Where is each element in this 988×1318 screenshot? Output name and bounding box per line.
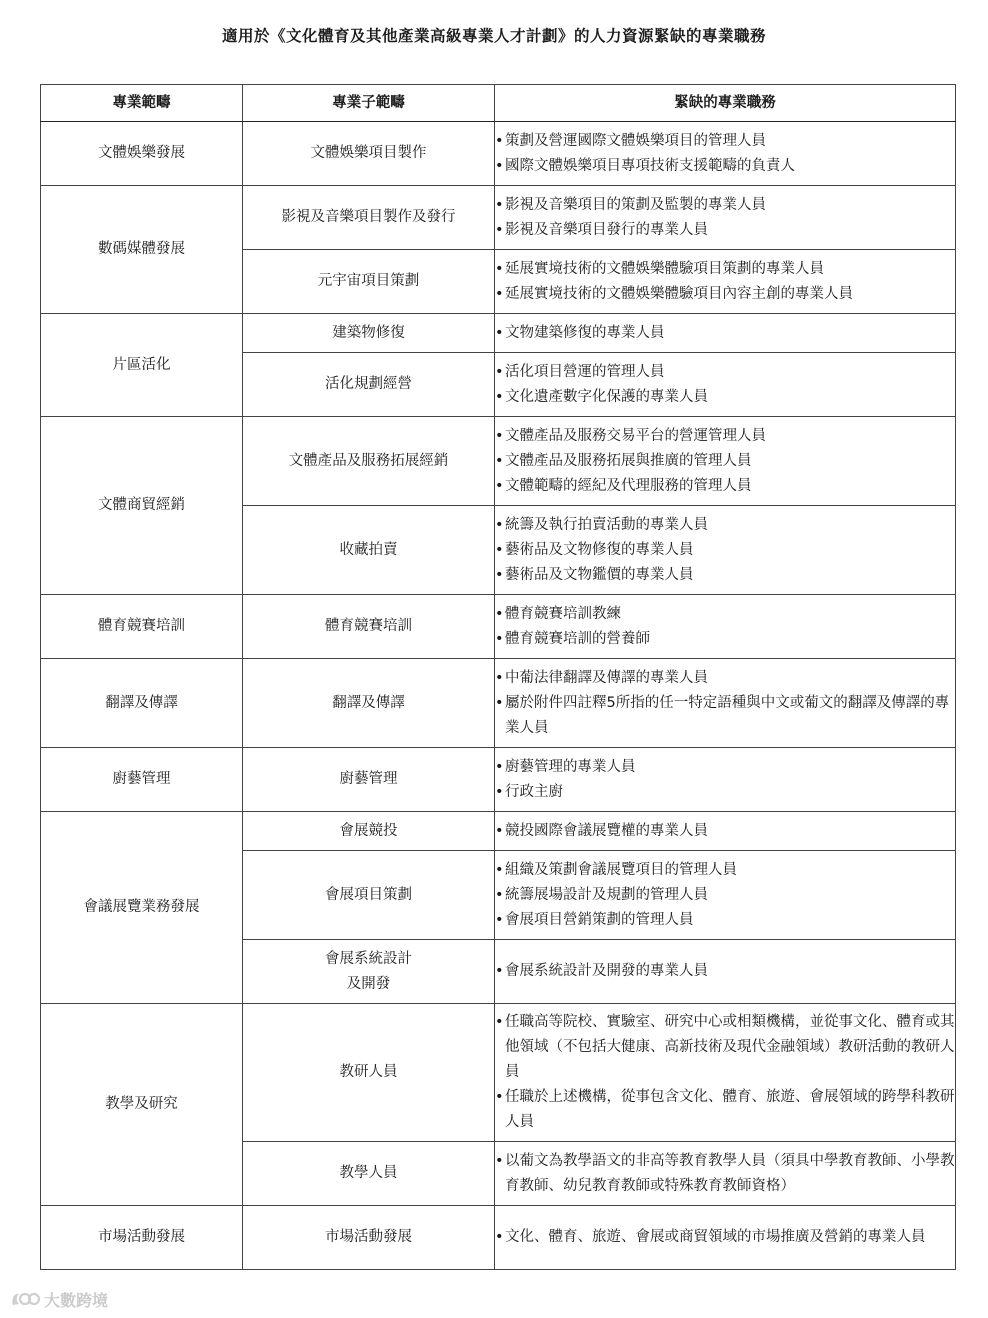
duty-item: [495, 959, 955, 984]
table-header-row: [41, 85, 956, 122]
duty-item: [495, 627, 955, 652]
category-cell: 文體娛樂發展: [41, 122, 243, 186]
category-cell: 數碼媒體發展: [41, 186, 243, 314]
table-row: [41, 1004, 956, 1142]
bullet-icon: •: [495, 452, 504, 469]
bullet-icon: •: [495, 694, 504, 711]
duties-cell: [495, 940, 956, 1004]
subcategory-cell: 教研人員: [243, 1004, 495, 1142]
duties-cell: [495, 417, 956, 506]
bullet-icon: •: [495, 1014, 504, 1030]
bullet-icon: •: [495, 541, 504, 558]
subcategory-cell: 建築物修復: [243, 314, 495, 353]
duty-text: 文體產品及服務交易平台的營運管理人員: [505, 427, 766, 444]
duty-text: 活化項目營運的管理人員: [505, 363, 665, 380]
header-category: 專業範疇: [41, 85, 243, 122]
bullet-icon: •: [495, 132, 504, 149]
bullet-icon: •: [495, 1229, 504, 1245]
category-cell: 體育競賽培訓: [41, 595, 243, 659]
bullet-icon: •: [495, 886, 504, 903]
duty-text: 藝術品及文物鑑價的專業人員: [505, 566, 694, 583]
duty-item: [495, 282, 955, 307]
bullet-icon: •: [495, 285, 504, 302]
duty-text: 體育競賽培訓教練: [505, 605, 621, 622]
duties-cell: [495, 659, 956, 748]
table-row: [41, 748, 956, 812]
table-row: [41, 122, 956, 186]
subcategory-cell: 教學人員: [243, 1142, 495, 1206]
duties-cell: [495, 851, 956, 940]
subcategory-cell: 文體娛樂項目製作: [243, 122, 495, 186]
duty-item: [495, 1225, 955, 1250]
duty-item: [495, 819, 955, 844]
duty-text: 文體產品及服務拓展與推廣的管理人員: [505, 452, 752, 469]
duty-text: 以葡文為教學語文的非高等教育教學人員（須具中學教育教師、小學教育教師、幼兒教育教師或特殊教育教師資格）: [505, 1152, 955, 1194]
duty-item: [495, 602, 955, 627]
duty-text: 競投國際會議展覽權的專業人員: [505, 822, 708, 839]
category-cell: 廚藝管理: [41, 748, 243, 812]
duties-cell: [495, 314, 956, 353]
duty-item: [495, 193, 955, 218]
duties-cell: [495, 1206, 956, 1270]
duty-text: 策劃及營運國際文體娛樂項目的管理人員: [505, 132, 766, 149]
duty-text: 影視及音樂項目的策劃及監製的專業人員: [505, 196, 766, 213]
bullet-icon: •: [495, 605, 504, 622]
duty-text: 廚藝管理的專業人員: [505, 758, 636, 775]
duty-item: [495, 755, 955, 780]
duty-item: [495, 257, 955, 282]
duties-cell: [495, 353, 956, 417]
duty-text: 文物建築修復的專業人員: [505, 324, 665, 341]
bullet-icon: •: [495, 669, 504, 686]
bullet-icon: •: [495, 477, 504, 494]
subcategory-cell: 廚藝管理: [243, 748, 495, 812]
duty-item: [495, 1010, 955, 1085]
bullet-icon: •: [495, 911, 504, 928]
duty-text: 藝術品及文物修復的專業人員: [505, 541, 694, 558]
table-row: [41, 417, 956, 506]
duty-text: 任職高等院校、實驗室、研究中心或相類機構，並從事文化、體育或其他領域（不包括大健康、高新技術及現代金融領域）教研活動的教研人員: [505, 1014, 955, 1080]
subcategory-cell: 會展系統設計 及開發: [243, 940, 495, 1004]
professions-table: [40, 84, 956, 1270]
duty-item: [495, 385, 955, 410]
duty-text: 文化遺產數字化保護的專業人員: [505, 388, 708, 405]
subcategory-cell: 活化規劃經營: [243, 353, 495, 417]
duty-text: 體育競賽培訓的營養師: [505, 630, 650, 647]
category-cell: 教學及研究: [41, 1004, 243, 1206]
duty-item: [495, 908, 955, 933]
duty-item: [495, 513, 955, 538]
duty-item: [495, 129, 955, 154]
duty-text: 任職於上述機構，從事包含文化、體育、旅遊、會展領域的跨學科教研人員: [505, 1089, 955, 1130]
header-duties: 緊缺的專業職務: [495, 85, 956, 122]
watermark-text: 大數跨境: [44, 1290, 109, 1310]
bullet-icon: •: [495, 861, 504, 878]
duty-item: [495, 780, 955, 805]
bullet-icon: •: [495, 1089, 504, 1105]
subcategory-cell: 市場活動發展: [243, 1206, 495, 1270]
duty-item: [495, 360, 955, 385]
duties-cell: [495, 1004, 956, 1142]
table-row: [41, 314, 956, 353]
header-subcategory: 專業子範疇: [243, 85, 495, 122]
duty-text: 文化、體育、旅遊、會展或商貿領域的市場推廣及營銷的專業人員: [505, 1229, 926, 1245]
bullet-icon: •: [495, 157, 504, 174]
duty-text: 統籌及執行拍賣活動的專業人員: [505, 516, 708, 533]
page-title: 適用於《文化體育及其他產業高級專業人才計劃》的人力資源緊缺的專業職務: [221, 27, 766, 45]
duty-text: 延展實境技術的文體娛樂體驗項目內容主創的專業人員: [505, 285, 853, 302]
duty-item: [495, 691, 955, 741]
bullet-icon: •: [495, 1152, 504, 1169]
duty-text: 屬於附件四註釋5所指的任一特定語種與中文或葡文的翻譯及傳譯的專業人員: [505, 694, 950, 736]
bullet-icon: •: [495, 566, 504, 583]
table-row: [41, 595, 956, 659]
bullet-icon: •: [495, 822, 504, 839]
duties-cell: [495, 1142, 956, 1206]
bullet-icon: •: [495, 516, 504, 533]
duty-item: [495, 1085, 955, 1135]
duty-text: 會展系統設計及開發的專業人員: [505, 963, 708, 979]
duty-item: [495, 1149, 955, 1199]
duty-item: [495, 858, 955, 883]
duty-item: [495, 218, 955, 243]
duty-text: 文體範疇的經紀及代理服務的管理人員: [505, 477, 752, 494]
subcategory-cell: 元宇宙項目策劃: [243, 250, 495, 314]
duty-item: [495, 474, 955, 499]
duties-cell: [495, 748, 956, 812]
category-cell: 片區活化: [41, 314, 243, 417]
bullet-icon: •: [495, 630, 504, 647]
duty-item: [495, 321, 955, 346]
subcategory-cell: 翻譯及傳譯: [243, 659, 495, 748]
duty-item: [495, 666, 955, 691]
duty-text: 延展實境技術的文體娛樂體驗項目策劃的專業人員: [505, 260, 824, 277]
subcategory-cell: 會展競投: [243, 812, 495, 851]
duty-text: 行政主廚: [505, 783, 563, 800]
duties-cell: [495, 506, 956, 595]
subcategory-cell: 影視及音樂項目製作及發行: [243, 186, 495, 250]
duties-cell: [495, 250, 956, 314]
table-body: [41, 122, 956, 1270]
bullet-icon: •: [495, 260, 504, 277]
duty-item: [495, 883, 955, 908]
table-row: [41, 812, 956, 851]
category-cell: 會議展覽業務發展: [41, 812, 243, 1004]
duties-cell: [495, 122, 956, 186]
subcategory-cell: 收藏拍賣: [243, 506, 495, 595]
subcategory-cell: 文體產品及服務拓展經銷: [243, 417, 495, 506]
bullet-icon: •: [495, 427, 504, 444]
subcategory-cell: 體育競賽培訓: [243, 595, 495, 659]
bullet-icon: •: [495, 196, 504, 213]
category-cell: 文體商貿經銷: [41, 417, 243, 595]
table-row: [41, 186, 956, 250]
table-row: [41, 1206, 956, 1270]
duties-cell: [495, 186, 956, 250]
duties-cell: [495, 812, 956, 851]
bullet-icon: •: [495, 388, 504, 405]
bullet-icon: •: [495, 221, 504, 238]
duty-text: 組織及策劃會議展覽項目的管理人員: [505, 861, 737, 878]
duty-item: [495, 154, 955, 179]
duty-text: 影視及音樂項目發行的專業人員: [505, 221, 708, 238]
bullet-icon: •: [495, 963, 504, 979]
duties-cell: [495, 595, 956, 659]
subcategory-cell: 會展項目策劃: [243, 851, 495, 940]
duty-item: [495, 424, 955, 449]
table-row: [41, 659, 956, 748]
duty-item: [495, 449, 955, 474]
bullet-icon: •: [495, 783, 504, 800]
category-cell: 市場活動發展: [41, 1206, 243, 1270]
watermark: [10, 1286, 108, 1312]
duty-text: 統籌展場設計及規劃的管理人員: [505, 886, 708, 903]
duty-item: [495, 563, 955, 588]
bullet-icon: •: [495, 363, 504, 380]
duty-item: [495, 538, 955, 563]
watermark-logo-icon: [10, 1289, 40, 1309]
duty-text: 國際文體娛樂項目專項技術支援範疇的負責人: [505, 157, 795, 174]
bullet-icon: •: [495, 758, 504, 775]
duty-text: 會展項目營銷策劃的管理人員: [505, 911, 694, 928]
duty-text: 中葡法律翻譯及傳譯的專業人員: [505, 669, 708, 686]
category-cell: 翻譯及傳譯: [41, 659, 243, 748]
bullet-icon: •: [495, 324, 504, 341]
